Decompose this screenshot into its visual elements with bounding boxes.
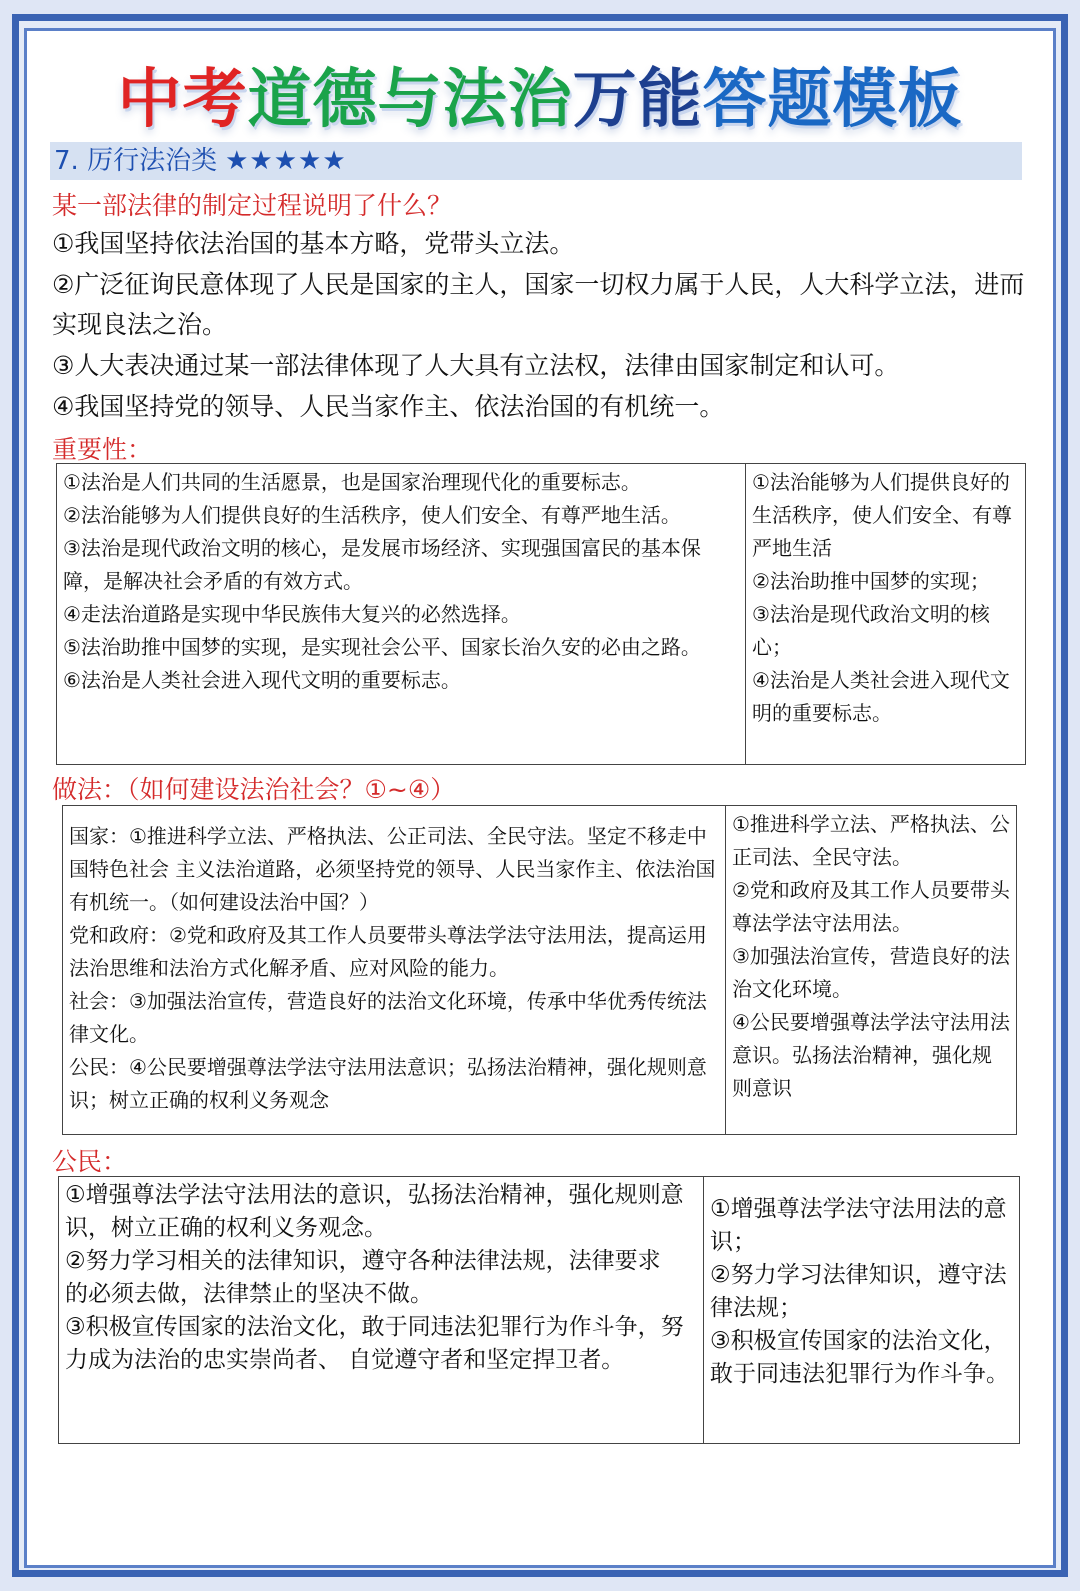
importance-right-cell	[746, 464, 1025, 732]
importance-left-item: ⑥法治是人类社会进入现代文明的重要标志。	[63, 668, 461, 692]
importance-left-item: ⑤法治助推中国梦的实现，是实现社会公平、国家长治久安的必由之路。	[63, 635, 701, 659]
title-part-4: 答题模板	[702, 63, 963, 137]
section-header	[50, 142, 1022, 180]
method-right-item: ③加强法治宣传，营造良好的法治文化环境。	[732, 944, 1010, 1001]
citizen-right-item: ③积极宣传国家的法治文化，敢于同违法犯罪行为作斗争。	[710, 1328, 1009, 1387]
method-right-item: ②党和政府及其工作人员要带头尊法学法守法用法。	[732, 878, 1010, 935]
importance-left-item: ①法治是人们共同的生活愿景，也是国家治理现代化的重要标志。	[63, 470, 641, 494]
citizen-table	[58, 1176, 1020, 1444]
importance-left-item: ④走法治道路是实现中华民族伟大复兴的必然选择。	[63, 602, 521, 626]
importance-table	[56, 463, 1026, 765]
citizen-left-item: ①增强尊法学法守法用法的意识，弘扬法治精神，强化规则意识，树立正确的权利义务观念。	[65, 1182, 684, 1241]
method-heading: 做法：（如何建设法治社会？①~④）	[52, 775, 456, 804]
citizen-right-cell	[704, 1177, 1019, 1393]
citizen-right-item: ①增强尊法学法守法用法的意识；	[710, 1196, 1007, 1255]
importance-right-item: ②法治助推中国梦的实现；	[752, 569, 990, 593]
importance-right-item: ①法治能够为人们提供良好的生活秩序，使人们安全、有尊严地生活	[752, 470, 1012, 560]
citizen-right-item: ②努力学习法律知识，遵守法律法规；	[710, 1262, 1007, 1321]
citizen-heading: 公民：	[52, 1147, 128, 1176]
section-label: 7. 厉行法治类	[54, 146, 218, 176]
title-part-2: 道德与法治	[247, 63, 573, 137]
importance-right-item: ④法治是人类社会进入现代文明的重要标志。	[752, 668, 1010, 725]
method-right-cell	[726, 806, 1016, 1107]
citizen-left-item: 的必须去做，法律禁止的坚决不做。	[65, 1281, 433, 1307]
method-right-item: ④公民要增强尊法学法守法用法意识。弘扬法治精神，强化规则意识	[732, 1010, 1010, 1100]
method-table	[62, 805, 1017, 1135]
page-title	[0, 60, 1080, 140]
citizen-left-item: ③积极宣传国家的法治文化，敢于同违法犯罪行为作斗争，努力成为法治的忠实崇尚者、 自觉遵守者和坚定捍卫者。	[65, 1314, 684, 1373]
citizen-left-item: ②努力学习相关的法律知识，遵守各种法律法规，法律要求	[65, 1248, 661, 1274]
answer-item-4: ④我国坚持党的领导、人民当家作主、依法治国的有机统一。	[52, 392, 725, 421]
importance-left-item: ②法治能够为人们提供良好的生活秩序，使人们安全、有尊严地生活。	[63, 503, 681, 527]
method-left-item: 公民：④公民要增强尊法学法守法用法意识；弘扬法治精神，强化规则意识；树立正确的权利义务观念	[69, 1055, 707, 1112]
answer-item-3: ③人大表决通过某一部法律体现了人大具有立法权，法律由国家制定和认可。	[52, 351, 900, 380]
title-part-3: 万能	[572, 63, 703, 137]
title-part-1: 中考	[117, 63, 248, 137]
importance-heading: 重要性：	[52, 435, 153, 464]
method-right-item: ①推进科学立法、严格执法、公正司法、全民守法。	[732, 812, 1010, 869]
method-left-item: 党和政府：②党和政府及其工作人员要带头尊法学法守法用法，提高运用法治思维和法治方式化解矛盾、应对风险的能力。	[69, 923, 707, 980]
answer-item-2: ②广泛征询民意体现了人民是国家的主人，国家一切权力属于人民，人大科学立法，进而实现良法之治。	[52, 270, 1025, 339]
answer-item-1: ①我国坚持依法治国的基本方略，党带头立法。	[52, 229, 575, 258]
importance-right-item: ③法治是现代政治文明的核心；	[752, 602, 990, 659]
citizen-left-cell	[59, 1177, 703, 1379]
question-heading: 某一部法律的制定过程说明了什么？	[52, 191, 453, 220]
method-left-cell	[63, 806, 725, 1119]
method-left-item: 国家：①推进科学立法、严格执法、公正司法、全民守法。坚定不移走中国特色社会 主义法治道路，必须坚持党的领导、人民当家作主、依法治国有机统一。（如何建设法治中国？）	[69, 824, 716, 914]
method-left-item: 社会：③加强法治宣传，营造良好的法治文化环境，传承中华优秀传统法律文化。	[69, 989, 707, 1046]
importance-left-cell	[57, 464, 745, 699]
rating-stars: ★★★★★	[225, 146, 347, 176]
importance-left-item: ③法治是现代政治文明的核心，是发展市场经济、实现强国富民的基本保障，是解决社会矛盾的有效方式。	[63, 536, 701, 593]
